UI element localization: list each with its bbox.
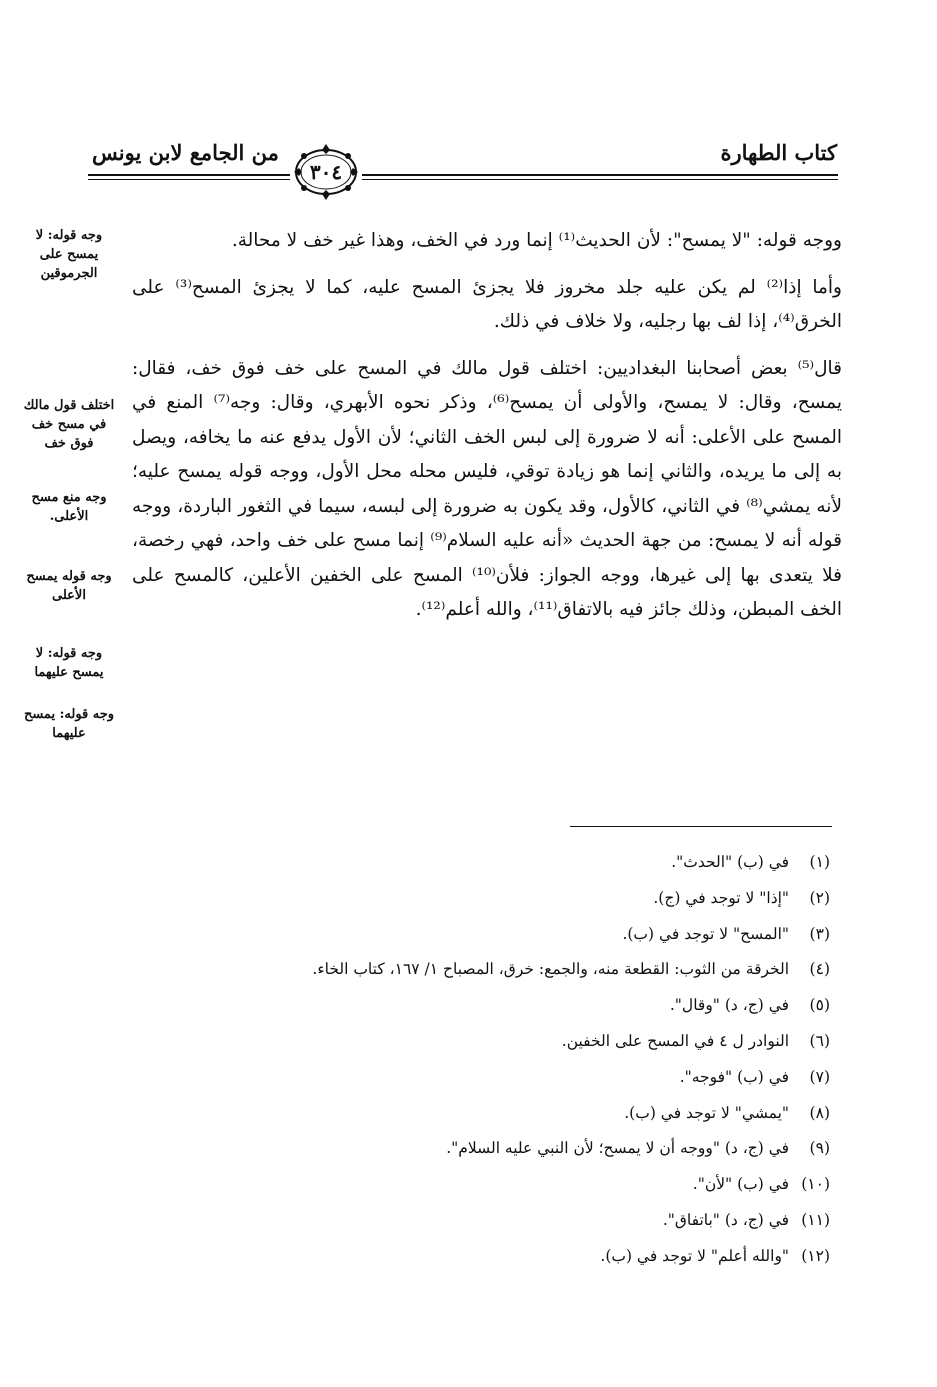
- footnote: [150, 988, 830, 1024]
- footnote: [150, 881, 830, 917]
- footnote-text: في (ب) "الحدث".: [671, 853, 790, 871]
- margin-note: وجه قوله: لا يمسح عليهما: [34, 646, 104, 680]
- footnote-number: (٥): [809, 996, 830, 1015]
- footnote: [150, 952, 830, 988]
- margin-note: وجه منع مسح الأعلى.: [31, 490, 107, 524]
- footnote-number: (٤): [809, 960, 830, 979]
- footnote-separator: [570, 826, 832, 827]
- footnote-text: في (ب) "لأن".: [692, 1175, 790, 1194]
- book-title: من الجامع لابن يونس: [92, 140, 279, 165]
- footnote-text: النوادر ل ٤ في المسح على الخفين.: [561, 1031, 790, 1050]
- footnote-text: "والله أعلم" لا توجد في (ب).: [600, 1246, 790, 1265]
- footnote: [150, 845, 830, 881]
- page-number-ornament: [290, 142, 362, 202]
- paragraph: قال⁽⁵⁾ بعض أصحابنا البغداديين: اختلف قول مالك في المسح على خف فوق خف، فقال: يمسح، وقال: لا يمسح، والأولى أن يمسح⁽⁶⁾، وذكر نحوه الأبهري، وقال: وجه⁽⁷⁾ المنع في المسح على الأعلى: أنه لا ضرورة إلى لبس الخف الثاني؛ لأن الأول يدفع عنه ما يخافه، ويصل به إلى ما يريده، والثاني إنما هو زيادة توقي، فليس محله محل الأول، ووجه قوله يمسح عليه؛ لأنه يمشي⁽⁸⁾ في الثاني، كالأول، وقد يكون به ضرورة إلى لبسه، سيما في الثغور الباردة، ووجه قوله أنه لا يمسح: من جهة الحديث «أنه عليه السلام⁽⁹⁾ إنما مسح على خف واحد، فهي رخصة، فلا يتعدى بها إلى غيرها، ووجه الجواز: فلأن⁽¹⁰⁾ المسح على الخفين الأعلين، كالمسح على الخف المبطن، وذلك جائز فيه بالاتفاق⁽¹¹⁾، والله أعلم⁽¹²⁾.: [132, 357, 842, 620]
- footnote-number: (١١): [801, 1210, 830, 1229]
- footnote: [150, 1060, 830, 1096]
- footnote-text: "يمشي" لا توجد في (ب).: [624, 1103, 790, 1122]
- footnote-text: الخرقة من الثوب: القطعة منه، والجمع: خرق، المصباح ١/ ١٦٧، كتاب الخاء.: [312, 960, 790, 979]
- margin-note: وجه قوله يمسح الأعلى: [26, 569, 112, 603]
- footnote-text: في (ج، د) "ووجه أن لا يمسح؛ لأن النبي عليه السلام".: [446, 1139, 790, 1158]
- main-text: [132, 224, 842, 628]
- footnote: [150, 1203, 830, 1239]
- footnote-number: (٣): [809, 924, 830, 943]
- footnote: [150, 1131, 830, 1167]
- page-number: ٣٠٤: [309, 160, 343, 184]
- footnote-number: (٨): [809, 1103, 830, 1122]
- margin-note: وجه قوله: يمسح عليهما: [23, 707, 115, 741]
- footnote-text: في (ج، د) "باتفاق".: [662, 1210, 790, 1229]
- footnote-text: في (ج، د) "وقال".: [669, 996, 790, 1015]
- header-rule-thin: [88, 179, 838, 180]
- footnote: [150, 1167, 830, 1203]
- footnote-number: (١٠): [801, 1175, 830, 1194]
- footnote: [150, 917, 830, 953]
- margin-note: اختلف قول مالك في مسح خف فوق خف: [23, 398, 115, 451]
- footnote-number: (٢): [809, 888, 830, 907]
- footnote-text: "إذا" لا توجد في (ج).: [653, 888, 790, 907]
- footnotes: [150, 845, 830, 1275]
- footnote-number: (٦): [809, 1031, 830, 1050]
- footnote-text: "المسح" لا توجد في (ب).: [622, 924, 790, 943]
- footnote: [150, 1239, 830, 1275]
- footnote-text: في (ب) "فوجه".: [679, 1067, 790, 1086]
- margin-note: وجه قوله: لا يمسح على الجرموقين: [35, 228, 103, 281]
- footnote-number: (٩): [809, 1139, 830, 1158]
- footnote-number: (٧): [809, 1067, 830, 1086]
- footnote-number: (١): [809, 853, 830, 871]
- footnote: [150, 1024, 830, 1060]
- paragraph: ووجه قوله: "لا يمسح": لأن الحديث⁽¹⁾ إنما ورد في الخف، وهذا غير خف لا محالة.: [231, 230, 842, 251]
- footnote: [150, 1096, 830, 1132]
- chapter-title: كتاب الطهارة: [720, 140, 837, 165]
- paragraph: وأما إذا⁽²⁾ لم يكن عليه جلد مخروز فلا يجزئ المسح عليه، كما لا يجزئ المسح⁽³⁾ على الخرق⁽⁴⁾، إذا لف بها رجليه، ولا خلاف في ذلك.: [132, 276, 842, 332]
- header-rule: [88, 174, 838, 176]
- footnote-number: (١٢): [801, 1246, 830, 1265]
